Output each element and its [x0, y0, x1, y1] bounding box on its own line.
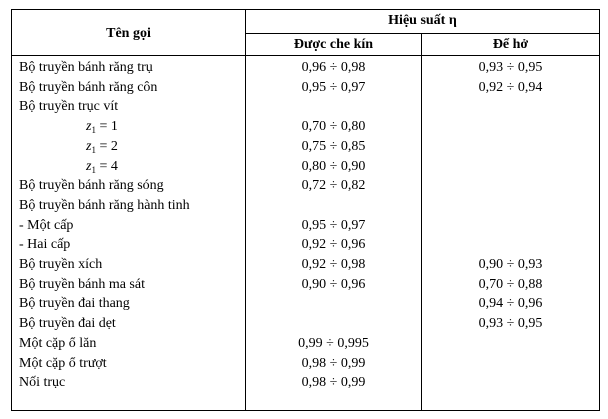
header-efficiency: Hiệu suất η	[388, 13, 457, 28]
header-bottom-border	[11, 55, 600, 56]
row-open-value: 0,70 ÷ 0,88	[478, 277, 543, 292]
row-name: - Một cấp	[19, 218, 74, 233]
table-bottom-border	[11, 410, 600, 411]
row-name: Bộ truyền bánh răng côn	[19, 80, 158, 95]
row-name: $z_1 = 4$	[86, 159, 118, 175]
row-enclosed-value: 0,98 ÷ 0,99	[301, 375, 366, 390]
row-enclosed-value: 0,90 ÷ 0,96	[301, 277, 366, 292]
row-enclosed-value: 0,98 ÷ 0,99	[301, 356, 366, 371]
row-name: Bộ truyền đai dẹt	[19, 316, 116, 331]
row-open-value: 0,93 ÷ 0,95	[478, 60, 543, 75]
row-open-value: 0,90 ÷ 0,93	[478, 257, 543, 272]
row-enclosed-value: 0,92 ÷ 0,96	[301, 237, 366, 252]
row-enclosed-value: 0,72 ÷ 0,82	[301, 178, 366, 193]
header-name: Tên gọi	[106, 26, 151, 41]
row-name: $z_1 = 2$	[86, 139, 118, 155]
row-name: Một cặp ổ lăn	[19, 336, 97, 351]
row-name: Bộ truyền đai thang	[19, 296, 130, 311]
row-name: Một cặp ổ trượt	[19, 356, 107, 371]
row-name: Bộ truyền bánh răng sóng	[19, 178, 164, 193]
row-enclosed-value: 0,96 ÷ 0,98	[301, 60, 366, 75]
row-enclosed-value: 0,95 ÷ 0,97	[301, 80, 366, 95]
row-open-value: 0,94 ÷ 0,96	[478, 296, 543, 311]
row-name: Bộ truyền bánh răng hành tinh	[19, 198, 190, 213]
header-open: Để hở	[492, 37, 529, 52]
row-enclosed-value: 0,95 ÷ 0,97	[301, 218, 366, 233]
table-left-border	[11, 9, 12, 411]
row-name: Bộ truyền bánh ma sát	[19, 277, 145, 292]
header-enclosed: Được che kín	[293, 37, 374, 52]
header-divider	[245, 33, 600, 34]
row-name: Bộ truyền bánh răng trụ	[19, 60, 153, 75]
row-open-value: 0,92 ÷ 0,94	[478, 80, 543, 95]
row-name: Bộ truyền xích	[19, 257, 103, 272]
row-enclosed-value: 0,92 ÷ 0,98	[301, 257, 366, 272]
row-enclosed-value: 0,80 ÷ 0,90	[301, 159, 366, 174]
table-top-border	[11, 9, 600, 10]
row-enclosed-value: 0,99 ÷ 0,995	[298, 336, 369, 351]
row-name: $z_1 = 1$	[86, 119, 118, 135]
row-name: - Hai cấp	[19, 237, 71, 252]
row-name: Nối trục	[19, 375, 66, 390]
row-name: Bộ truyền trục vít	[19, 99, 119, 114]
row-enclosed-value: 0,75 ÷ 0,85	[301, 139, 366, 154]
table-right-border	[599, 9, 600, 411]
row-enclosed-value: 0,70 ÷ 0,80	[301, 119, 366, 134]
row-open-value: 0,93 ÷ 0,95	[478, 316, 543, 331]
